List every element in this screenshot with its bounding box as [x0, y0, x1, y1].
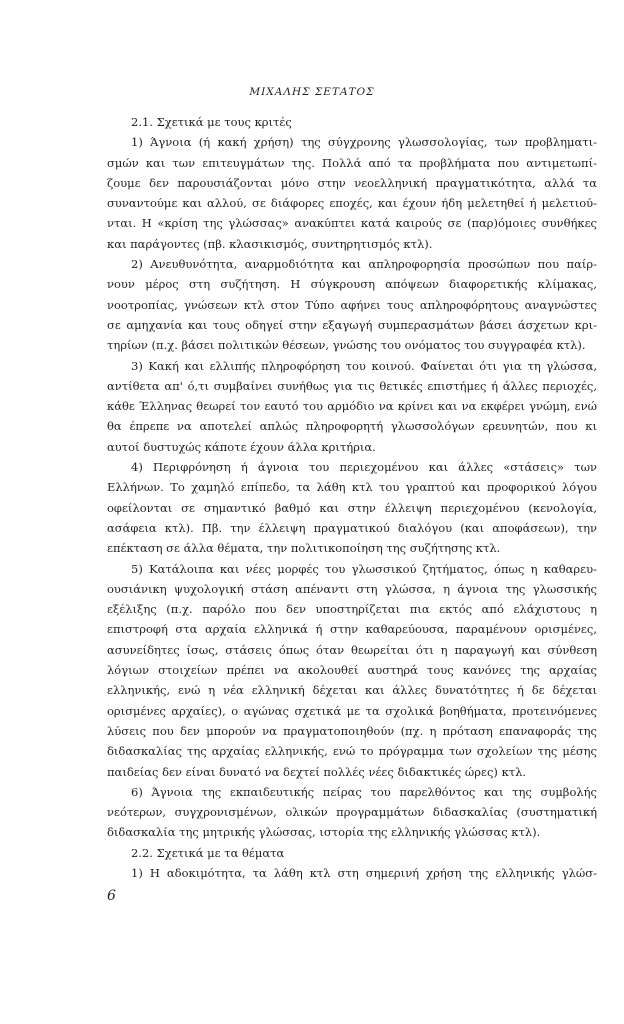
text-line: 5) Κατάλοιπα και νέες μορφές του γλωσσικού ζητήματος, όπως η καθαρευ-	[131, 561, 597, 576]
text-line: νοοτροπίας, γνώσεων κτλ στον Τύπο αφήνει τους απληροφόρητους αναγνώστες	[107, 297, 597, 312]
text-line: σε αμηχανία και τους οδηγεί στην εξαγωγή συμπερασμάτων βάσει άσχετων κρι-	[107, 317, 597, 332]
text-line: 6) Άγνοια της εκπαιδευτικής πείρας του παρελθόντος και της συμβολής	[131, 784, 597, 799]
text-line: αυτοί δυστυχώς κάποτε έχουν άλλα κριτήρια.	[107, 439, 376, 454]
text-line: ορισμένες αρχαίες), ο αγώνας σχετικά με τα σχολικά βοηθήματα, προτεινόμενες	[107, 703, 597, 718]
text-line: σμών και των επιτευγμάτων της. Πολλά από τα προβλήματα που αντιμετωπί-	[107, 155, 597, 170]
text-line: επέκταση σε άλλα θέματα, την πολιτικοποίηση της συζήτησης κτλ.	[107, 541, 501, 556]
text-line: 4) Περιφρόνηση ή άγνοια του περιεχομένου και άλλες «στάσεις» των	[131, 460, 597, 475]
text-line: αντίθετα απ' ό,τι συμβαίνει συνήθως για τις θετικές επιστήμες ή άλλες περιοχές,	[107, 378, 597, 393]
text-line: διδασκαλία της μητρικής γλώσσας, ιστορία της ελληνικής γλώσσας κτλ).	[107, 825, 541, 840]
text-line: κάθε Έλληνας θεωρεί τον εαυτό του αρμόδιο να κρίνει και να εκφέρει γνώμη, ενώ	[107, 399, 597, 414]
text-line: 3) Κακή και ελλιπής πληροφόρηση του κοινού. Φαίνεται ότι για τη γλώσσα,	[131, 358, 597, 373]
text-line: 2.1. Σχετικά με τους κριτές	[131, 115, 292, 129]
text-line: λύσεις που δεν μπορούν να πραγματοποιηθούν (πχ. η πρόταση επαναφοράς της	[107, 723, 597, 738]
text-line: νεότερων, συγχρονισμένων, ολικών προγραμμάτων διδασκαλίας (συστηματική	[107, 805, 597, 820]
text-line: παιδείας δεν είναι δυνατό να δεχτεί πολλές νέες διδακτικές ώρες) κτλ.	[107, 764, 527, 779]
text-line: ελληνικής, ενώ η νέα ελληνική δέχεται και άλλες δυνατότητες ή δε δέχεται	[107, 683, 597, 698]
text-line: 1) Η αδοκιμότητα, τα λάθη κτλ στη σημερινή χρήση της ελληνικής γλώσ-	[131, 865, 597, 880]
text-line: τηρίων (π.χ. βάσει πολιτικών θέσεων, γνώσης του ονόματος του συγγραφέα κτλ).	[107, 338, 586, 353]
body-text	[107, 112, 597, 883]
text-line: Ελλήνων. Το χαμηλό επίπεδο, τα λάθη κτλ του γραπτού και προφορικού λόγου	[107, 480, 597, 495]
text-line: εξέλιξης (π.χ. παρόλο που δεν υποστηρίζεται πια εκτός από ελάχιστους η	[107, 602, 597, 617]
text-line: ασάφεια κτλ). Πβ. την έλλειψη πραγματικού διαλόγου (και αποφάσεων), την	[107, 520, 597, 535]
text-line: ασυνείδητες ίσως, στάσεις όπως όταν θεωρείται ότι η παραγωγή και σύνθεση	[107, 642, 597, 657]
text-line: οφείλονται σε σημαντικό βαθμό και στην έλλειψη περιεχομένου (κενολογία,	[107, 500, 597, 515]
text-line: συναντούμε και αλλού, σε διάφορες εποχές, και έχουν ήδη μελετηθεί ή μελετιού-	[107, 196, 597, 211]
page-number: 6	[107, 888, 116, 904]
text-line: θα έπρεπε να αποτελεί απλώς πληροφορητή γλωσσολόγων ερευνητών, που κι	[107, 419, 597, 434]
text-line: λόγιων στοιχείων πρέπει να ακολουθεί αυστηρά τους κανόνες της αρχαίας	[107, 663, 597, 678]
text-line: διδασκαλίας της αρχαίας ελληνικής, ενώ το πρόγραμμα των σχολείων της μέσης	[107, 744, 597, 759]
text-line: 1) Άγνοια (ή κακή χρήση) της σύγχρονης γλωσσολογίας, των προβληματι-	[131, 135, 597, 150]
text-line: ουσιάνικη ψυχολογική στάση απέναντι στη γλώσσα, η άγνοια της γλωσσικής	[107, 581, 597, 596]
text-line: νται. Η «κρίση της γλώσσας» ανακύπτει κατά καιρούς σε (παρ)όμοιες συνθήκες	[107, 216, 597, 231]
text-line: επιστροφή στα αρχαία ελληνικά ή στην καθαρεύουσα, παραμένουν ορισμένες,	[107, 622, 597, 637]
text-line: νουν μέρος στη συζήτηση. Η σύγκρουση απόψεων διαφορετικής κλίμακας,	[107, 277, 597, 292]
text-line: και παράγοντες (πβ. κλασικισμός, συντηρητισμός κτλ).	[107, 236, 433, 251]
text-line: ζουμε δεν παρουσιάζονται μόνο στην νεοελληνική πραγματικότητα, αλλά τα	[107, 175, 597, 190]
text-line: 2.2. Σχετικά με τα θέματα	[131, 845, 285, 860]
running-head: ΜΙΧΑΛΗΣ ΣΕΤΑΤΟΣ	[249, 86, 375, 98]
text-line: 2) Ανευθυνότητα, αναρμοδιότητα και απληροφορησία προσώπων που παίρ-	[131, 257, 597, 272]
